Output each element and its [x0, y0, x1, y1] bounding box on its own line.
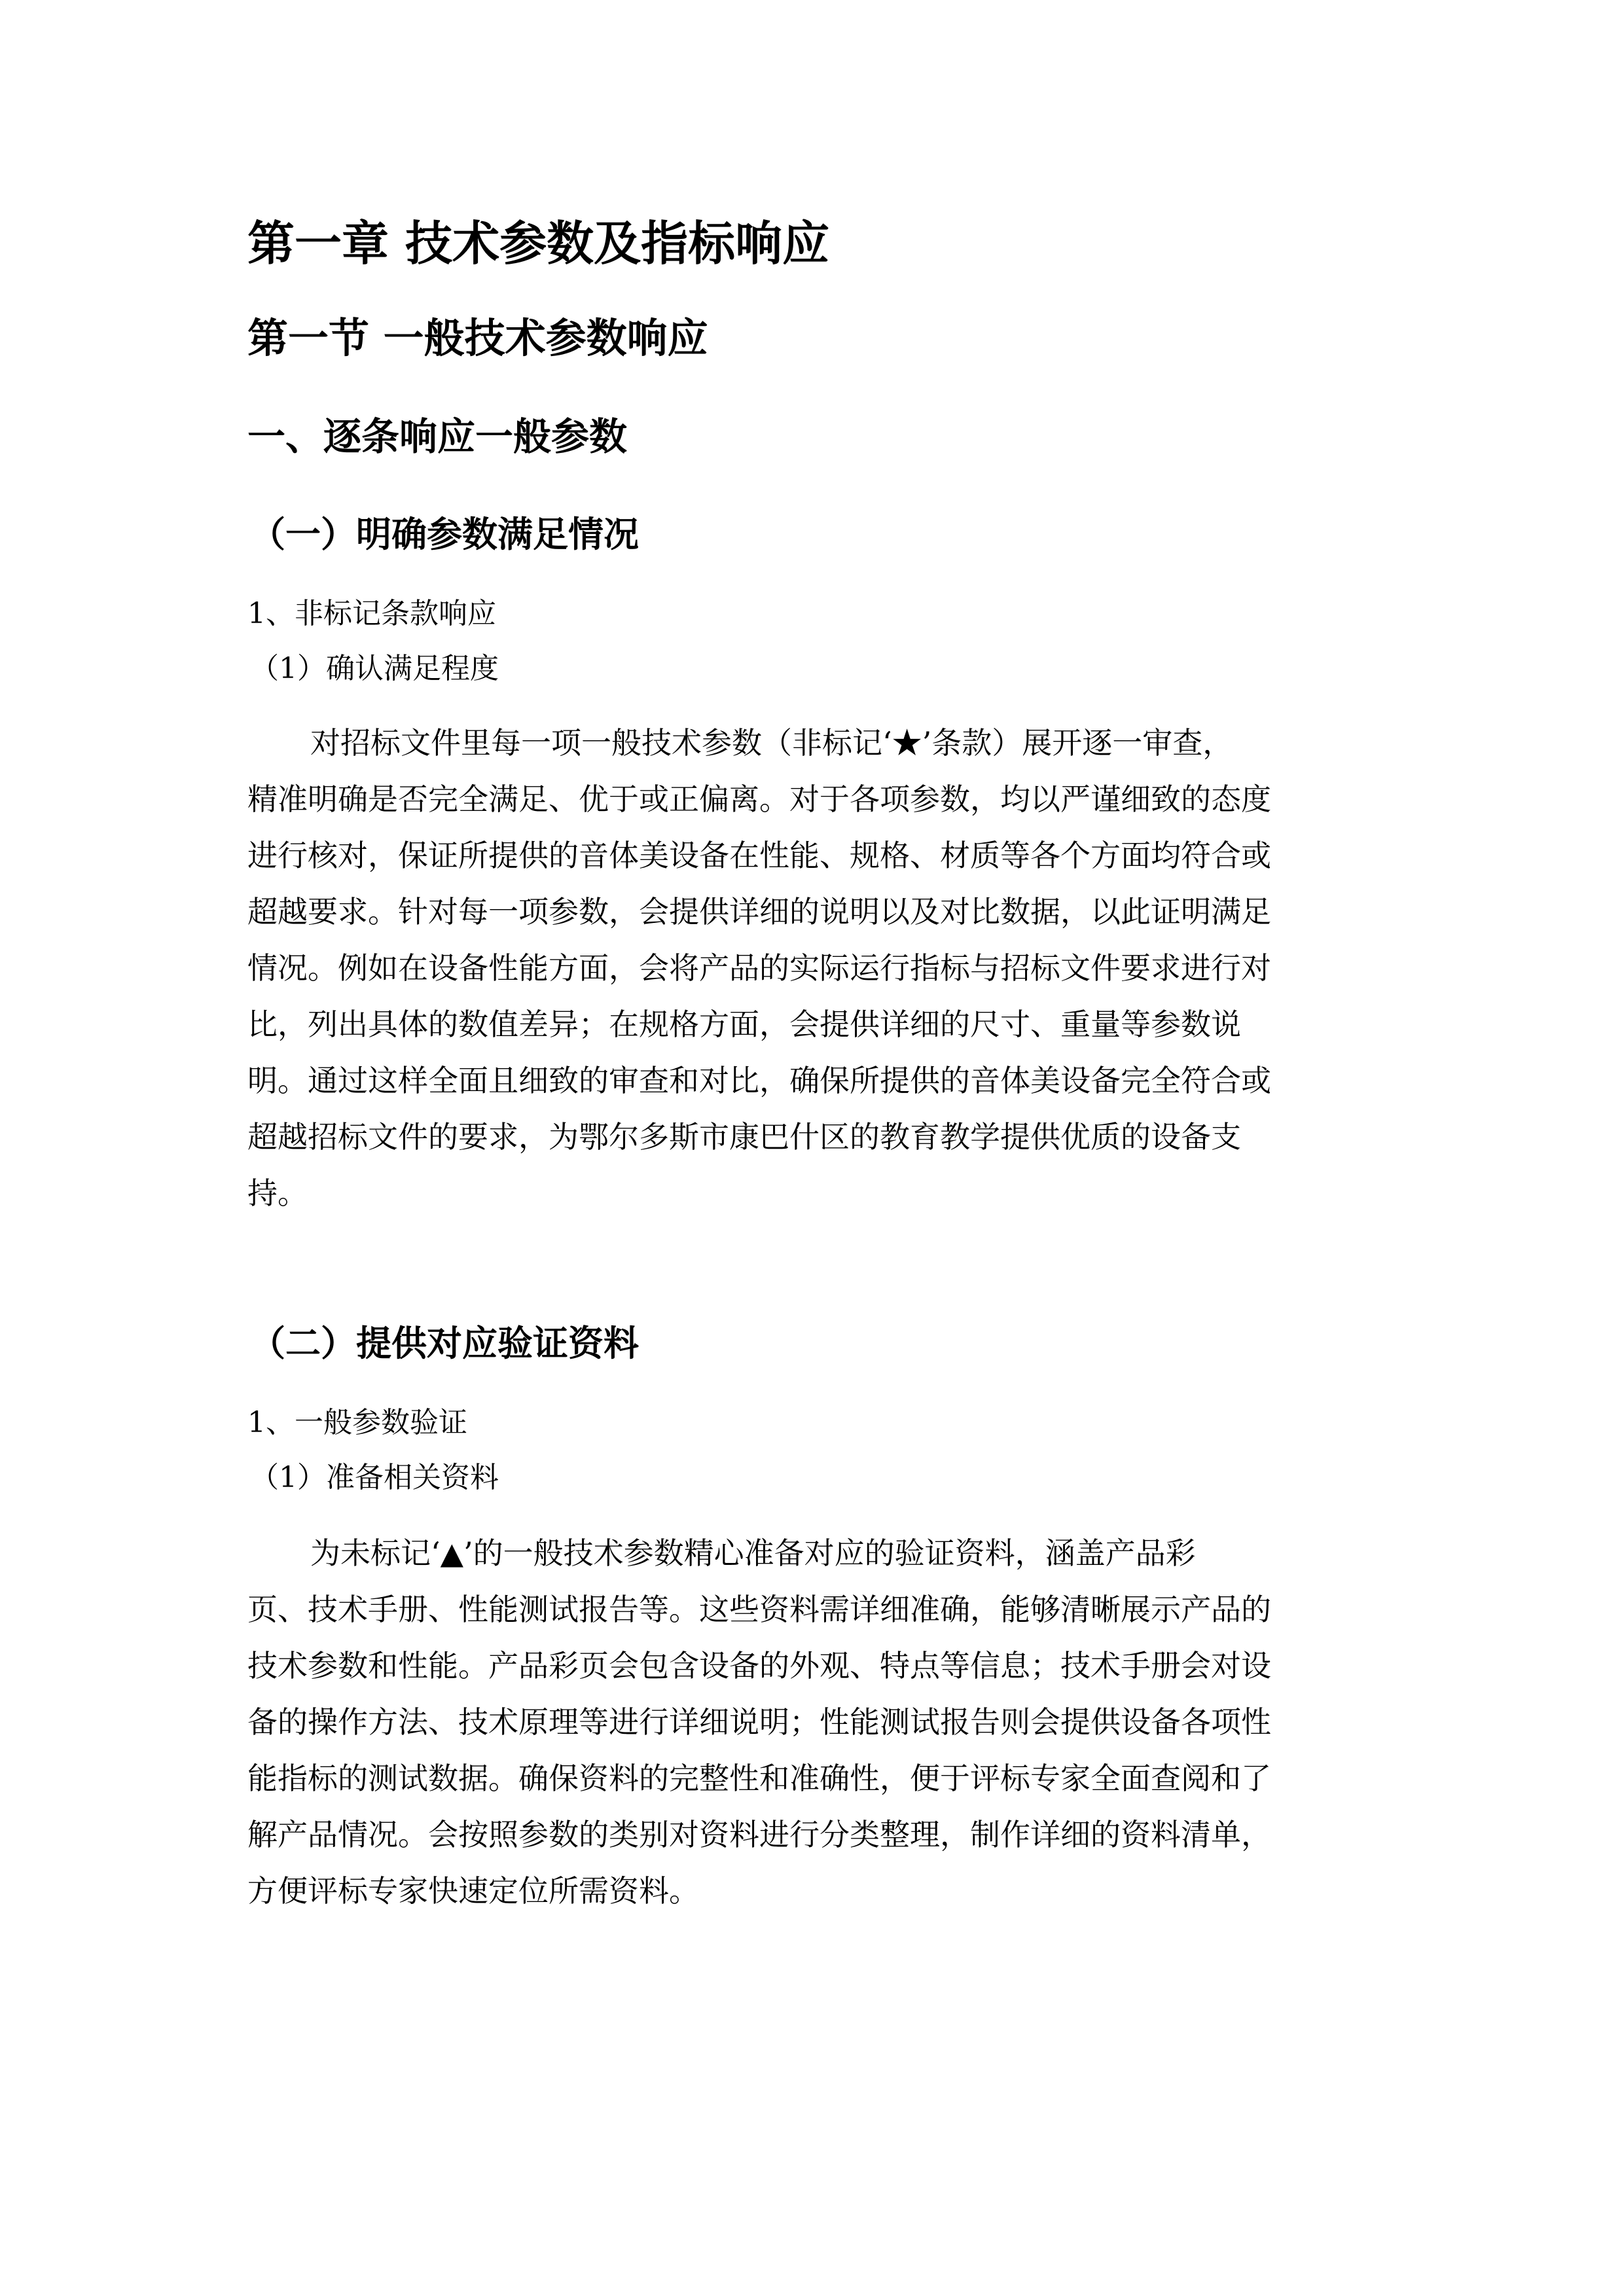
subsection-title-1: （一）明确参数满足情况 — [250, 513, 639, 555]
paragraph-line: 明。通过这样全面且细致的审查和对比，确保所提供的音体美设备完全符合或 — [247, 1063, 1271, 1098]
paragraph-line: 对招标文件里每一项一般技术参数（非标记‘★’条款）展开逐一审查， — [310, 725, 1233, 761]
paragraph-line: 超越招标文件的要求，为鄂尔多斯市康巴什区的教育教学提供优质的设备支 — [247, 1119, 1241, 1155]
paragraph-line: 页、技术手册、性能测试报告等。这些资料需详细准确，能够清晰展示产品的 — [247, 1592, 1271, 1627]
paragraph-line: 情况。例如在设备性能方面，会将产品的实际运行指标与招标文件要求进行对 — [247, 950, 1271, 986]
paragraph-line: 为未标记‘▲’的一般技术参数精心准备对应的验证资料，涵盖产品彩 — [310, 1535, 1196, 1571]
item-title-1: 1、非标记条款响应 — [247, 597, 496, 630]
paragraph-line: 比，列出具体的数值差异；在规格方面，会提供详细的尺寸、重量等参数说 — [247, 1007, 1241, 1042]
item-title-2: 1、一般参数验证 — [247, 1406, 467, 1439]
chapter-title: 第一章 技术参数及指标响应 — [247, 216, 830, 271]
section-title: 第一节 一般技术参数响应 — [247, 314, 708, 362]
paragraph-line: 解产品情况。会按照参数的类别对资料进行分类整理，制作详细的资料清单， — [247, 1817, 1271, 1852]
subsection-title-2: （二）提供对应验证资料 — [250, 1322, 639, 1364]
paragraph-line: 能指标的测试数据。确保资料的完整性和准确性，便于评标专家全面查阅和了 — [247, 1761, 1271, 1796]
paragraph-line: 技术参数和性能。产品彩页会包含设备的外观、特点等信息；技术手册会对设 — [247, 1648, 1271, 1683]
paragraph-line: 备的操作方法、技术原理等进行详细说明；性能测试报告则会提供设备各项性 — [247, 1704, 1271, 1740]
paragraph-line: 超越要求。针对每一项参数，会提供详细的说明以及对比数据，以此证明满足 — [247, 894, 1271, 929]
subitem-title-2: （1）准备相关资料 — [250, 1461, 499, 1494]
paragraph-1 — [247, 715, 1368, 1221]
paragraph-line: 精准明确是否完全满足、优于或正偏离。对于各项参数，均以严谨细致的态度 — [247, 781, 1271, 817]
subitem-title-1: （1）确认满足程度 — [250, 652, 499, 685]
paragraph-2 — [247, 1525, 1368, 1919]
part-title: 一、逐条响应一般参数 — [247, 414, 628, 459]
paragraph-line: 方便评标专家快速定位所需资料。 — [247, 1873, 699, 1909]
paragraph-line: 持。 — [247, 1175, 308, 1211]
paragraph-line: 进行核对，保证所提供的音体美设备在性能、规格、材质等各个方面均符合或 — [247, 838, 1271, 873]
